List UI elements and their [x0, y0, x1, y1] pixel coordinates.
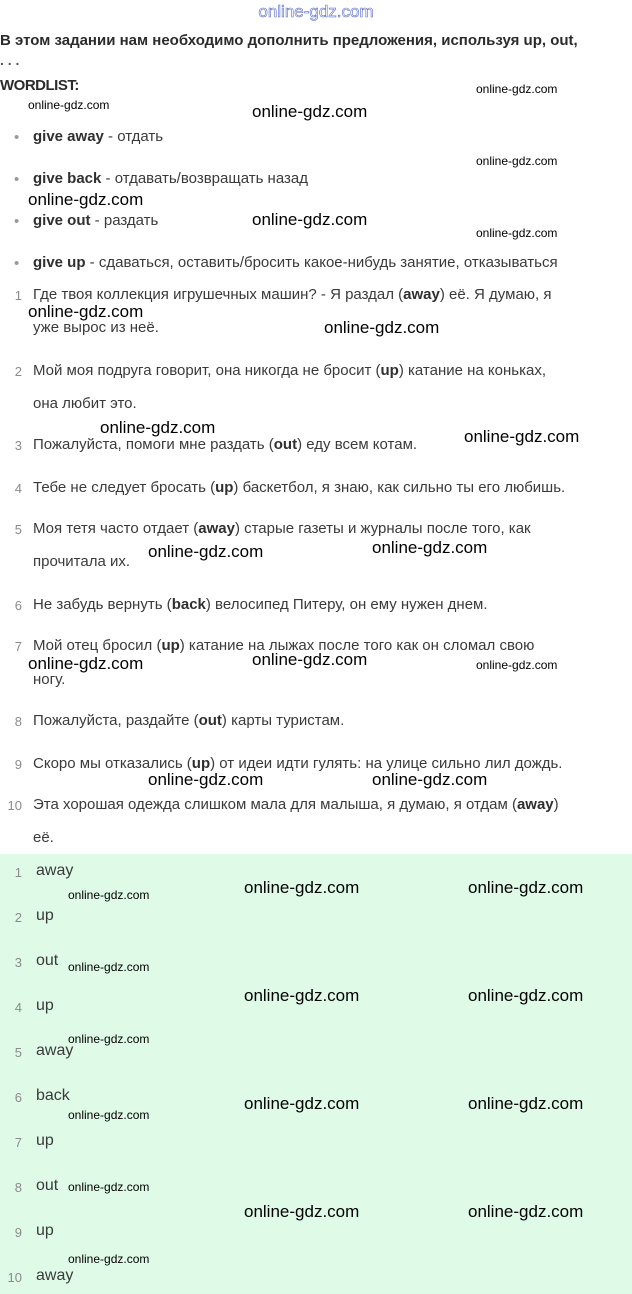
sentence-answer: away [198, 520, 235, 537]
watermark-text: online-gdz.com [100, 418, 216, 437]
answer-word: up [36, 1132, 54, 1149]
watermark-text: online-gdz.com [148, 770, 264, 789]
answer-word: away [36, 862, 74, 879]
sentence-answer: out [273, 436, 298, 453]
sentence-number: 10 [7, 798, 22, 813]
wordlist-meaning: - раздать [90, 212, 159, 229]
watermark-text: online-gdz.com [148, 542, 264, 561]
watermark-text: online-gdz.com [476, 82, 558, 96]
wordlist-item [33, 128, 163, 145]
sentence-number: 6 [14, 598, 22, 613]
sentence-text: Мой отец бросил ( [33, 637, 162, 654]
sentence-text: Пожалуйста, раздайте ( [33, 712, 199, 729]
sentence-number: 2 [14, 364, 22, 379]
wordlist-meaning: - отдать [103, 128, 164, 145]
watermark-text: online-gdz.com [468, 986, 584, 1005]
sentence-number: 7 [14, 639, 22, 654]
sentence-answer: away [403, 286, 440, 303]
bullet-icon: • [14, 255, 20, 272]
answer-number: 3 [14, 955, 22, 970]
sentence-answer: back [171, 596, 206, 613]
watermark-text: online-gdz.com [244, 1094, 360, 1113]
sentence-line [33, 712, 344, 729]
watermark-text: online-gdz.com [244, 1202, 360, 1221]
sentence-text: она любит это. [33, 395, 137, 412]
sentence-text: Скоро мы отказались ( [33, 755, 192, 772]
watermark-text: online-gdz.com [372, 538, 488, 557]
watermark-text: online-gdz.com [68, 1180, 150, 1194]
watermark-text: online-gdz.com [28, 302, 144, 321]
wordlist-meaning: - отдавать/возвращать назад [101, 170, 308, 187]
sentence-text: ) от идеи идти гулять: на улице сильно лил дождь. [210, 755, 563, 772]
sentence-number: 8 [14, 714, 22, 729]
answer-number: 6 [14, 1090, 22, 1105]
intro-continuation: . . . [0, 52, 20, 68]
sentence-line [33, 362, 546, 379]
intro-text: В этом задании нам необходимо дополнить предложения, используя up, out, [0, 32, 578, 49]
sentence-text: ) баскетбол, я знаю, как сильно ты его любишь. [233, 479, 566, 496]
answer-number: 2 [14, 910, 22, 925]
sentence-text: ) старые газеты и журналы после того, как [234, 520, 531, 537]
sentence-text: ) еду всем котам. [297, 436, 418, 453]
bullet-icon: • [14, 171, 20, 188]
watermark-text: online-gdz.com [252, 210, 368, 229]
watermark-text: online-gdz.com [68, 960, 150, 974]
wordlist-phrase: give back [33, 170, 102, 187]
sentence-line [33, 796, 559, 813]
answers-panel [0, 854, 632, 1294]
sentence-text: Тебе не следует бросать ( [33, 479, 216, 496]
answer-word: away [36, 1267, 74, 1284]
site-header-watermark: online-gdz.com [258, 2, 374, 21]
answer-number: 8 [14, 1180, 22, 1195]
watermark-text: online-gdz.com [28, 98, 110, 112]
wordlist-title: WORDLIST: [0, 77, 79, 94]
bullet-icon: • [14, 213, 20, 230]
watermark-text: online-gdz.com [468, 1094, 584, 1113]
sentence-line [33, 829, 54, 846]
answer-word: away [36, 1042, 74, 1059]
answer-number: 9 [14, 1225, 22, 1240]
sentence-answer: up [161, 637, 180, 654]
sentence-number: 9 [14, 757, 22, 772]
sentence-number: 4 [14, 481, 22, 496]
watermark-text: online-gdz.com [324, 318, 440, 337]
answer-number: 10 [7, 1270, 22, 1285]
wordlist-item [33, 170, 308, 187]
watermark-text: online-gdz.com [244, 986, 360, 1005]
wordlist-phrase: give up [33, 254, 86, 271]
watermark-text: online-gdz.com [468, 1202, 584, 1221]
sentence-number: 3 [14, 438, 22, 453]
watermark-text: online-gdz.com [476, 154, 558, 168]
sentence-line [33, 395, 137, 412]
sentence-answer: up [191, 755, 211, 772]
watermark-text: online-gdz.com [476, 658, 558, 672]
sentence-text: ) карты туристам. [221, 712, 345, 729]
watermark-text: online-gdz.com [68, 1032, 150, 1046]
answer-word: back [36, 1087, 70, 1104]
sentence-text: Мой моя подруга говорит, она никогда не бросит ( [33, 362, 381, 379]
sentence-text: ) велосипед Питеру, он ему нужен днем. [205, 596, 488, 613]
wordlist-phrase: give away [33, 128, 104, 145]
sentence-number: 1 [14, 288, 22, 303]
wordlist-meaning: - сдаваться, оставить/бросить какое-нибудь занятие, отказываться [85, 254, 558, 271]
sentence-text: её. [33, 829, 54, 846]
answer-word: out [36, 1177, 59, 1194]
watermark-text: online-gdz.com [464, 427, 580, 446]
sentence-text: Не забудь вернуть ( [33, 596, 172, 613]
sentence-line [33, 286, 552, 303]
sentence-text: ) её. Я думаю, я [439, 286, 552, 303]
bullet-icon: • [14, 129, 20, 146]
answer-number: 4 [14, 1000, 22, 1015]
sentence-line [33, 520, 531, 537]
watermark-text: online-gdz.com [252, 102, 368, 121]
sentence-line [33, 596, 488, 613]
watermark-text: online-gdz.com [28, 190, 144, 209]
sentence-text: Пожалуйста, помоги мне раздать ( [33, 436, 274, 453]
answer-word: up [36, 1222, 54, 1239]
sentence-text: прочитала их. [33, 553, 131, 570]
sentence-line [33, 553, 130, 570]
answer-word: up [36, 997, 54, 1014]
sentence-text: Моя тетя часто отдает ( [33, 520, 199, 537]
wordlist-item [33, 212, 158, 229]
wordlist-phrase: give out [33, 212, 91, 229]
watermark-text: online-gdz.com [372, 770, 488, 789]
sentence-text: Где твоя коллекция игрушечных машин? - Я раздал ( [33, 286, 404, 303]
answer-number: 1 [14, 865, 22, 880]
sentence-line [33, 436, 417, 453]
answer-number: 5 [14, 1045, 22, 1060]
watermark-text: online-gdz.com [68, 1252, 150, 1266]
watermark-text: online-gdz.com [68, 888, 150, 902]
watermark-text: online-gdz.com [476, 226, 558, 240]
answer-word: up [36, 907, 54, 924]
watermark-text: online-gdz.com [252, 650, 368, 669]
watermark-text: online-gdz.com [28, 654, 144, 673]
sentence-text: ) [553, 796, 559, 813]
sentence-answer: out [198, 712, 222, 729]
sentence-text: ногу. [33, 671, 66, 688]
sentence-number: 5 [14, 522, 22, 537]
sentence-line [33, 479, 565, 496]
answer-word: out [36, 952, 59, 969]
watermark-text: online-gdz.com [468, 878, 584, 897]
sentence-text: уже вырос из неё. [33, 319, 159, 336]
sentence-answer: up [215, 479, 234, 496]
answer-number: 7 [14, 1135, 22, 1150]
sentence-text: Эта хорошая одежда слишком мала для малыша, я думаю, я отдам ( [33, 796, 517, 813]
sentence-text: ) катание на коньках, [398, 362, 546, 379]
wordlist-item [33, 254, 558, 271]
watermark-text: online-gdz.com [68, 1108, 150, 1122]
sentence-answer: away [516, 796, 554, 813]
watermark-text: online-gdz.com [244, 878, 360, 897]
sentence-text: ) катание на лыжах после того как он сломал свою [179, 637, 535, 654]
sentence-answer: up [380, 362, 399, 379]
